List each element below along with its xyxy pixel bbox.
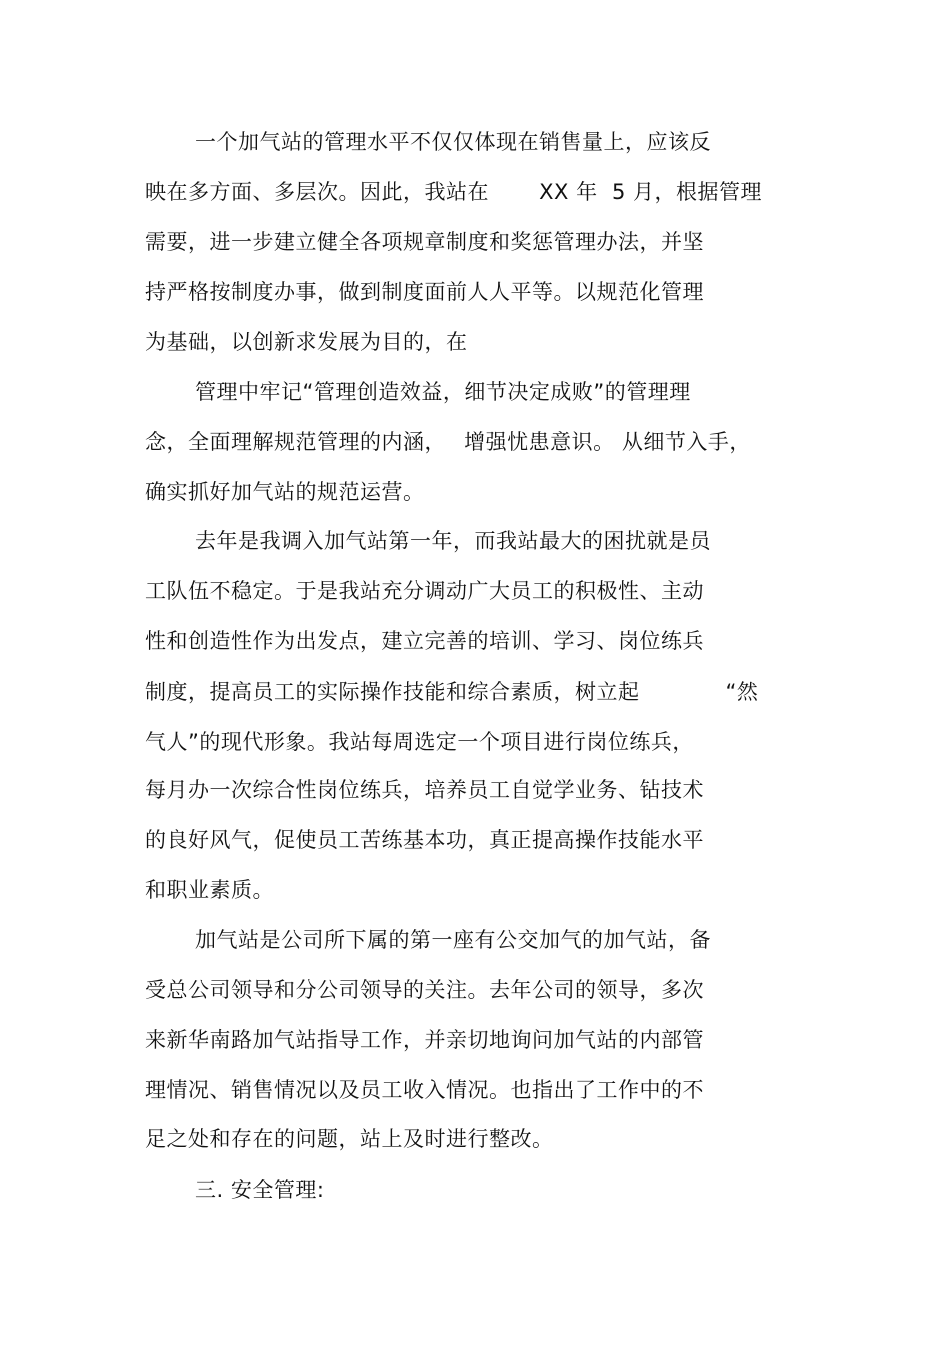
paragraph-3-line-8: 和职业素质。 [145,878,274,902]
paragraph-1-line-3: 需要，进一步建立健全各项规章制度和奖惩管理办法，并坚 [145,230,704,254]
paragraph-1-line-5: 为基础，以创新求发展为目的，在 [145,330,468,354]
paragraph-3-line-5: 气人”的现代形象。我站每周选定一个项目进行岗位练兵， [145,730,694,754]
section-heading: 三. 安全管理: [195,1178,325,1202]
paragraph-3-line-2: 工队伍不稳定。于是我站充分调动广大员工的积极性、主动 [145,579,704,603]
paragraph-3-line-3: 性和创造性作为出发点，建立完善的培训、学习、岗位练兵 [145,629,704,653]
paragraph-4-line-3: 来新华南路加气站指导工作，并亲切地询问加气站的内部管 [145,1028,704,1052]
paragraph-3-line-4: 制度，提高员工的实际操作技能和综合素质，树立起 “然 [145,680,759,704]
paragraph-2-line-3: 确实抓好加气站的规范运营。 [145,480,425,504]
paragraph-2-line-2: 念，全面理解规范管理的内涵， 增强忧患意识。 从细节入手， [145,430,751,454]
paragraph-3-line-1: 去年是我调入加气站第一年，而我站最大的困扰就是员 [195,529,711,553]
paragraph-1-line-2: 映在多方面、多层次。因此，我站在 XX 年 5 月，根据管理 [145,180,763,204]
paragraph-1-line-1: 一个加气站的管理水平不仅仅体现在销售量上，应该反 [195,130,711,154]
paragraph-4-line-2: 受总公司领导和分公司领导的关注。去年公司的领导，多次 [145,978,704,1002]
paragraph-3-line-6: 每月办一次综合性岗位练兵，培养员工自觉学业务、钻技术 [145,778,704,802]
paragraph-2-line-1: 管理中牢记“管理创造效益，细节决定成败”的管理理 [195,380,691,404]
paragraph-4-line-1: 加气站是公司所下属的第一座有公交加气的加气站，备 [195,928,711,952]
paragraph-1-line-4: 持严格按制度办事，做到制度面前人人平等。以规范化管理 [145,280,704,304]
paragraph-4-line-5: 足之处和存在的问题，站上及时进行整改。 [145,1127,554,1151]
paragraph-3-line-7: 的良好风气，促使员工苦练基本功，真正提高操作技能水平 [145,828,704,852]
paragraph-4-line-4: 理情况、销售情况以及员工收入情况。也指出了工作中的不 [145,1078,704,1102]
